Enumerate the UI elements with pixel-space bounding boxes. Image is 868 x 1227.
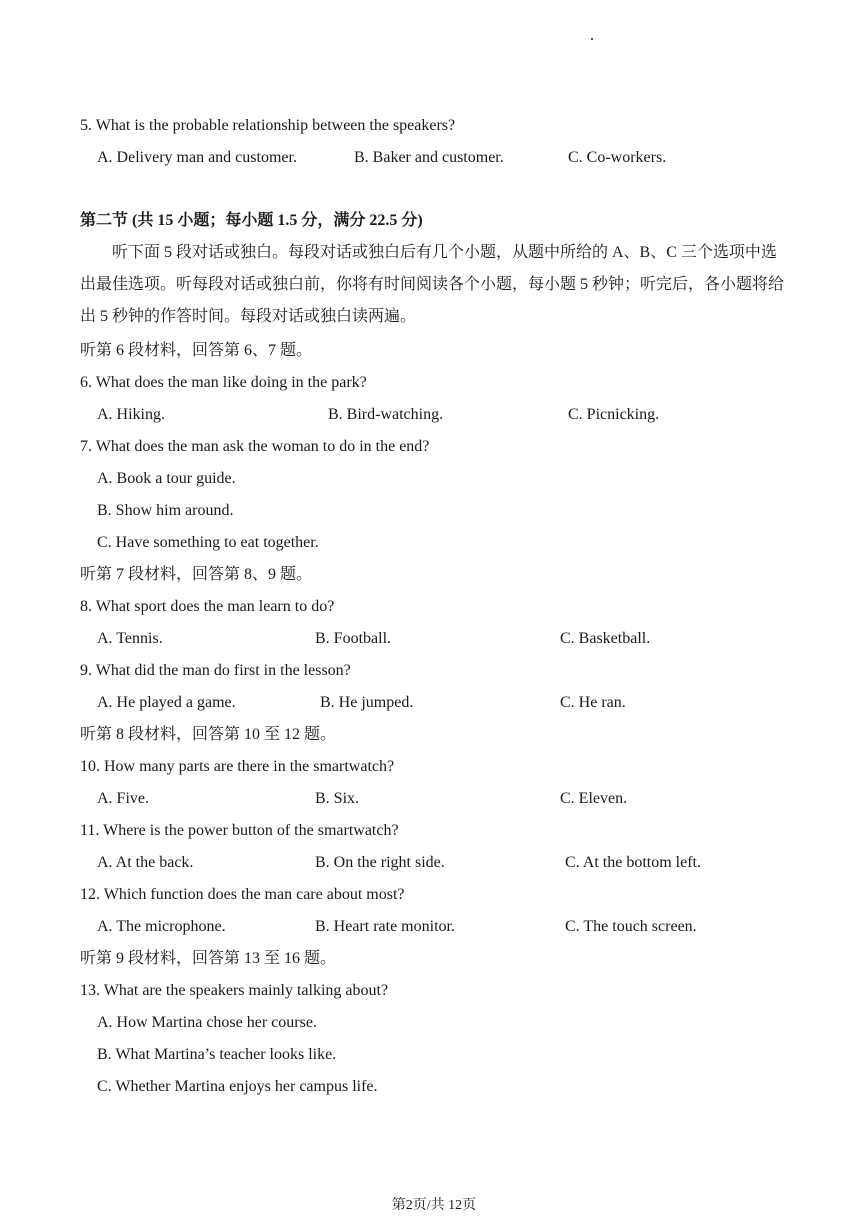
question-6-stem: 6. What does the man like doing in the park? bbox=[80, 374, 367, 391]
question-12-option-b: B. Heart rate monitor. bbox=[315, 918, 455, 935]
material-6-heading: 听第 6 段材料，回答第 6、7 题。 bbox=[80, 342, 313, 359]
question-12-stem: 12. Which function does the man care about most? bbox=[80, 886, 405, 903]
question-11-stem: 11. Where is the power button of the smartwatch? bbox=[80, 822, 399, 839]
page-footer: 第2页/共 12页 bbox=[391, 1198, 477, 1213]
question-10-option-a: A. Five. bbox=[97, 790, 149, 807]
question-5-stem: 5. What is the probable relationship between the speakers? bbox=[80, 117, 456, 134]
question-8-option-c: C. Basketball. bbox=[560, 630, 651, 647]
section-instructions: 听下面 5 段对话或独白。每段对话或独白后有几个小题，从题中所给的 A、B、C 三个选项中选出最佳选项。听每段对话或独白前，你将有时间阅读各个小题，每小题 5 秒钟；听完后，各小题将给出 5 秒钟的作答时间。每段对话或独白读两遍。 bbox=[80, 244, 785, 325]
question-7-option-c: C. Have something to eat together. bbox=[97, 534, 319, 551]
material-7-heading: 听第 7 段材料，回答第 8、9 题。 bbox=[80, 566, 313, 583]
question-13-option-b: B. What Martina’s teacher looks like. bbox=[97, 1046, 337, 1063]
question-9-option-b: B. He jumped. bbox=[320, 694, 414, 711]
question-10-option-b: B. Six. bbox=[315, 790, 360, 807]
question-13-stem: 13. What are the speakers mainly talking about? bbox=[80, 982, 389, 999]
question-7-option-b: B. Show him around. bbox=[97, 502, 234, 519]
question-9-option-a: A. He played a game. bbox=[97, 694, 236, 711]
question-6-option-b: B. Bird-watching. bbox=[328, 406, 444, 423]
question-13-option-a: A. How Martina chose her course. bbox=[97, 1014, 317, 1031]
question-5-option-c: C. Co-workers. bbox=[568, 149, 667, 166]
material-9-heading: 听第 9 段材料，回答第 13 至 16 题。 bbox=[80, 950, 337, 967]
question-9-stem: 9. What did the man do first in the lesson? bbox=[80, 662, 351, 679]
question-13-option-c: C. Whether Martina enjoys her campus life. bbox=[97, 1078, 378, 1095]
question-9-option-c: C. He ran. bbox=[560, 694, 626, 711]
question-11-option-c: C. At the bottom left. bbox=[565, 854, 701, 871]
material-8-heading: 听第 8 段材料，回答第 10 至 12 题。 bbox=[80, 726, 337, 743]
question-8-option-b: B. Football. bbox=[315, 630, 392, 647]
question-12-option-c: C. The touch screen. bbox=[565, 918, 697, 935]
question-6-option-c: C. Picnicking. bbox=[568, 406, 660, 423]
question-11-option-a: A. At the back. bbox=[97, 854, 194, 871]
question-7-option-a: A. Book a tour guide. bbox=[97, 470, 236, 487]
question-10-option-c: C. Eleven. bbox=[560, 790, 628, 807]
question-6-option-a: A. Hiking. bbox=[97, 406, 165, 423]
section-title: 第二节 (共 15 小题；每小题 1.5 分，满分 22.5 分) bbox=[80, 212, 423, 229]
question-11-option-b: B. On the right side. bbox=[315, 854, 445, 871]
scan-speck bbox=[591, 38, 593, 40]
question-10-stem: 10. How many parts are there in the smartwatch? bbox=[80, 758, 395, 775]
question-5-option-b: B. Baker and customer. bbox=[354, 149, 504, 166]
question-8-option-a: A. Tennis. bbox=[97, 630, 163, 647]
question-8-stem: 8. What sport does the man learn to do? bbox=[80, 598, 335, 615]
question-12-option-a: A. The microphone. bbox=[97, 918, 226, 935]
question-5-option-a: A. Delivery man and customer. bbox=[97, 149, 297, 166]
question-7-stem: 7. What does the man ask the woman to do in the end? bbox=[80, 438, 430, 455]
